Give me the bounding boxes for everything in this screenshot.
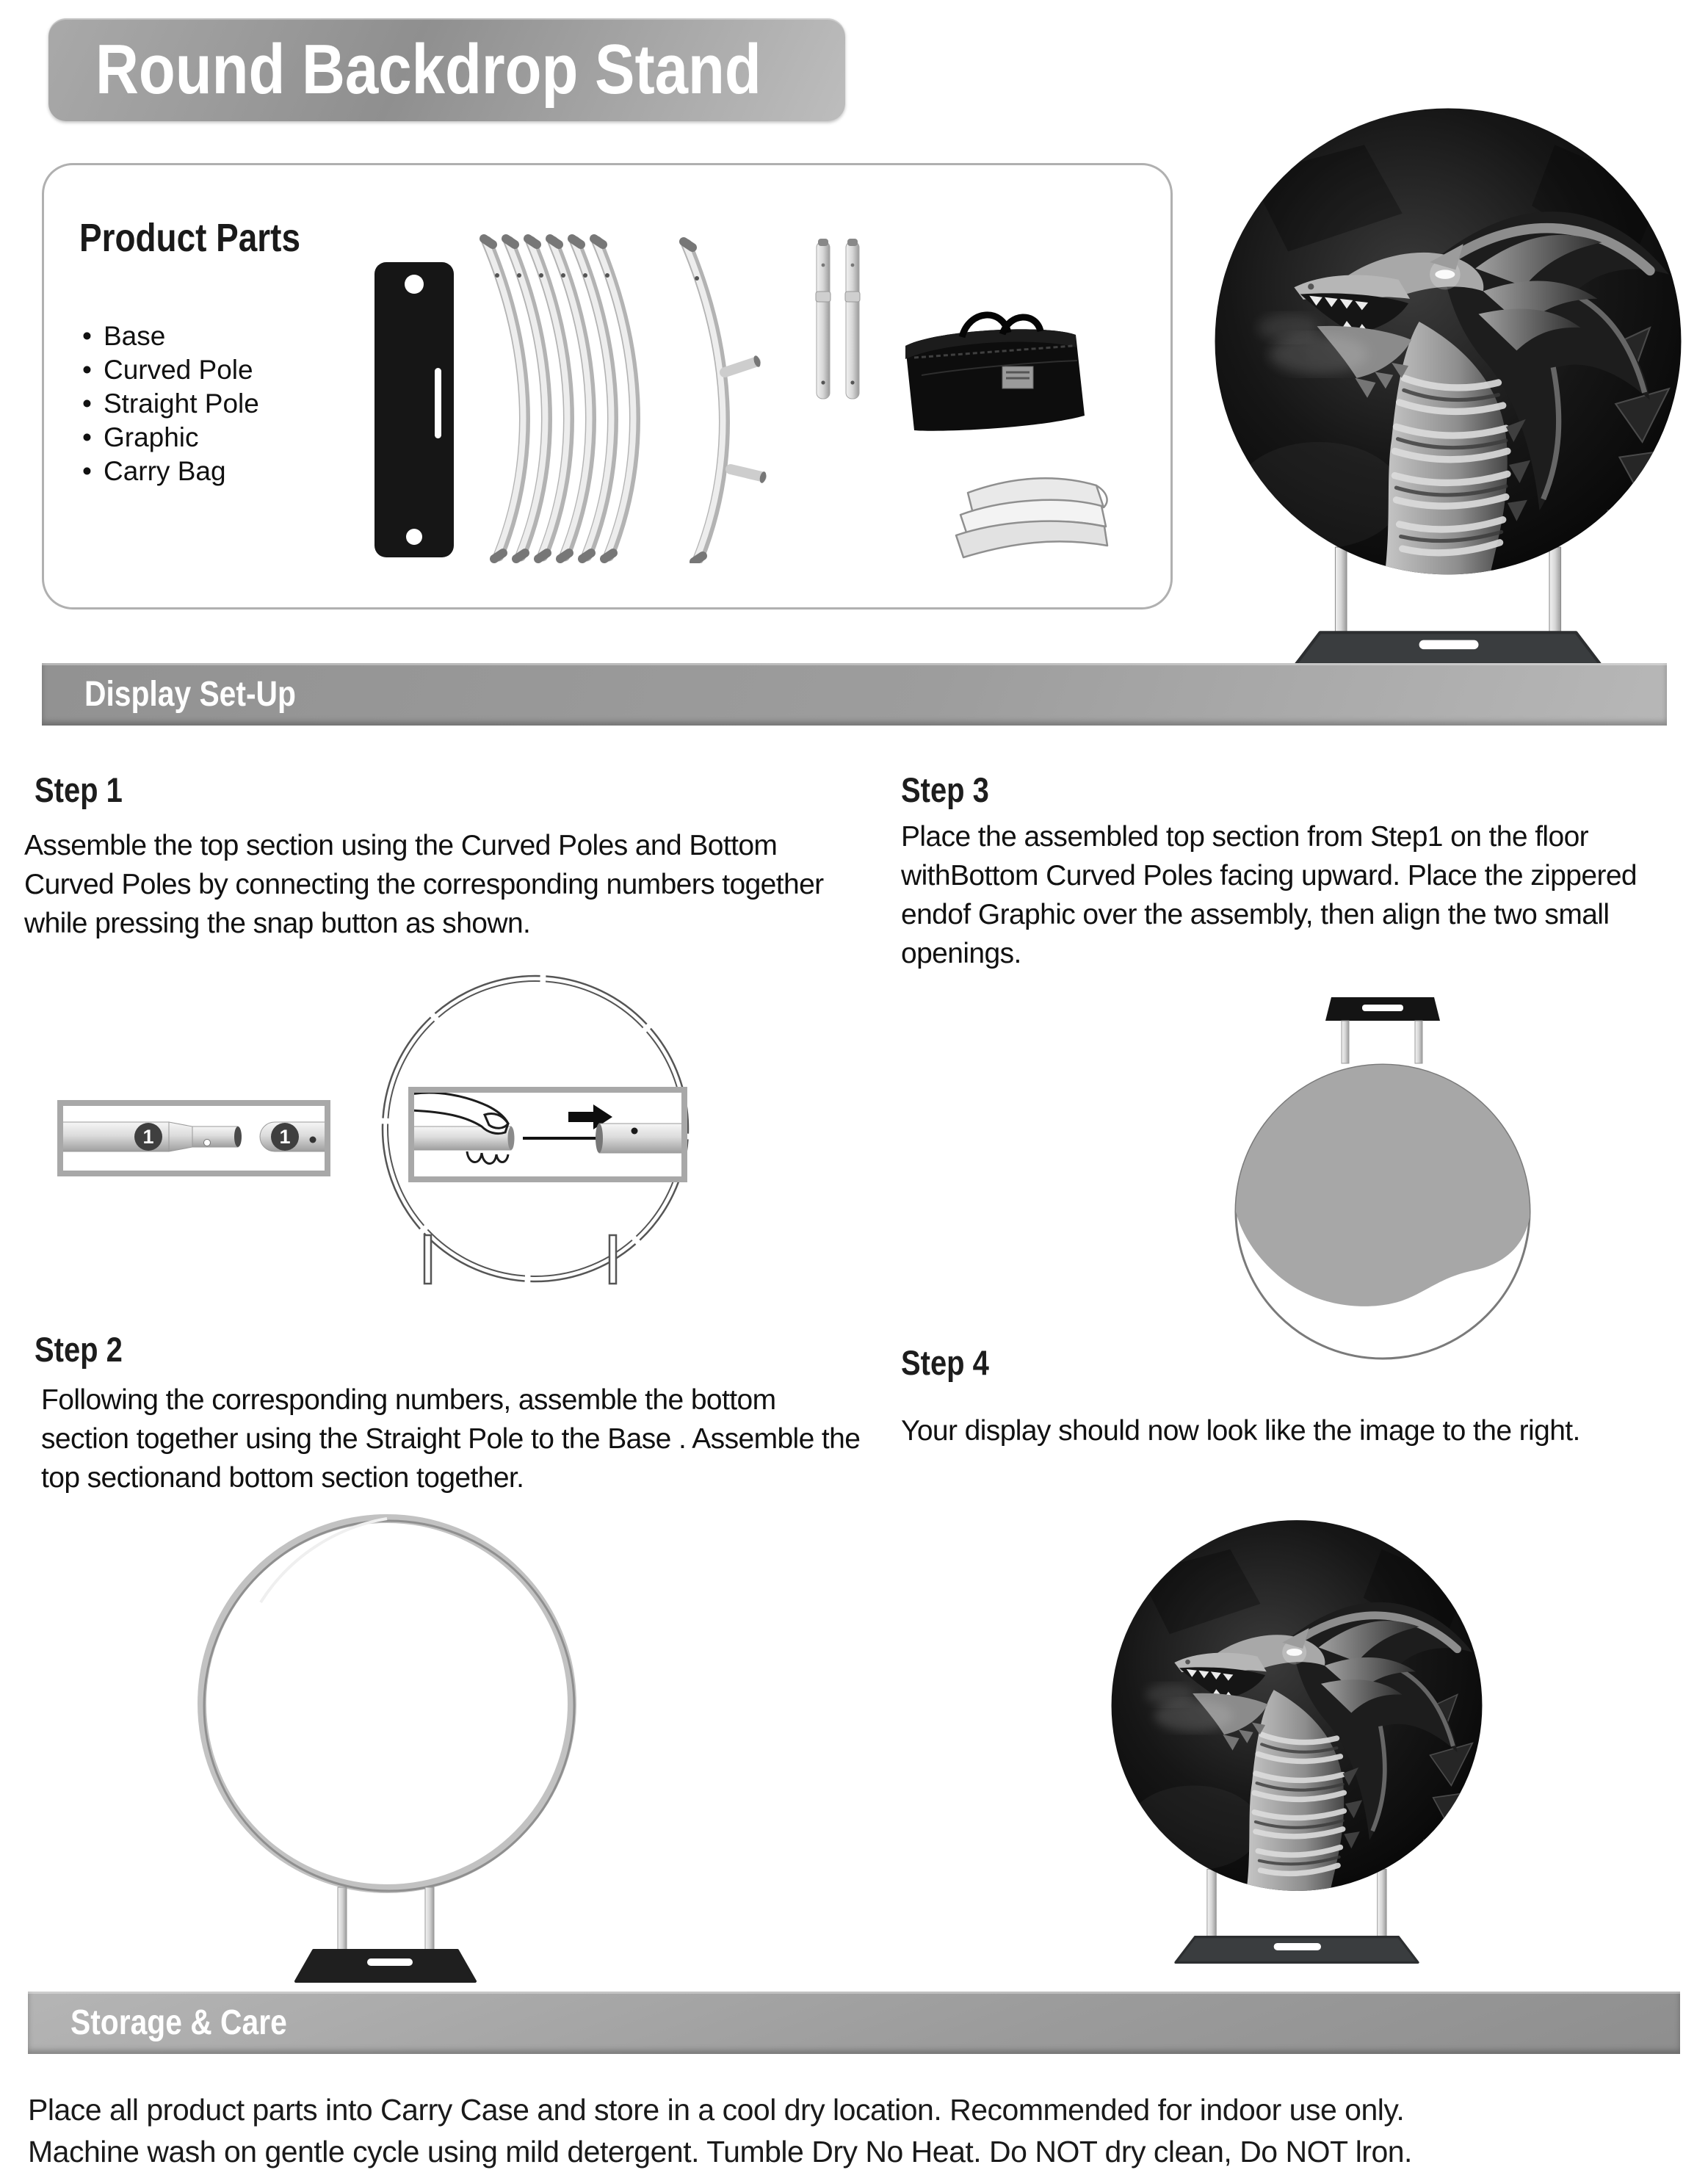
list-item: • Curved Pole: [82, 353, 259, 387]
step4-title: Step 4: [901, 1343, 989, 1382]
title-banner: [48, 18, 845, 121]
curved-poles-illustration: [466, 233, 775, 563]
dragon-display-illustration: [1204, 99, 1692, 667]
pole-connection-diagram: [57, 1100, 330, 1176]
step4-body: Your display should now look like the image to the right.: [901, 1415, 1580, 1447]
setup-section-heading: Display Set-Up: [84, 675, 296, 714]
list-item: • Graphic: [82, 421, 259, 455]
list-item: • Base: [82, 319, 259, 353]
graphic-over-frame-diagram: [1215, 984, 1546, 1362]
step1-title: Step 1: [35, 770, 123, 809]
svg-text:1: 1: [142, 1126, 154, 1148]
svg-text:1: 1: [279, 1126, 291, 1148]
base-plate-illustration: [373, 261, 455, 559]
product-parts-heading: Product Parts: [79, 216, 300, 260]
storage-line-1: Place all product parts into Carry Case and store in a cool dry location. Recommended for indoor use only.: [28, 2093, 1405, 2127]
product-parts-box: [42, 163, 1173, 610]
step3-title: Step 3: [901, 770, 989, 809]
step2-body: Following the corresponding numbers, assemble the bottom section together using the Straight Pole to the Base . Assemble the top sectionand bottom section together.: [41, 1384, 861, 1494]
storage-care-text: [28, 2089, 1695, 2173]
step1-body: Assemble the top section using the Curved Poles and Bottom Curved Poles by connecting the corresponding numbers together while pressing the snap button as shown.: [24, 830, 824, 939]
carry-bag-illustration: [892, 294, 1101, 438]
straight-poles-illustration: [808, 236, 869, 405]
step2-title: Step 2: [35, 1330, 123, 1369]
list-item: • Straight Pole: [82, 387, 259, 421]
storage-section-heading: Storage & Care: [70, 2003, 287, 2042]
assembled-frame-diagram: [187, 1514, 591, 1988]
storage-line-2: Machine wash on gentle cycle using mild detergent. Tumble Dry No Heat. Do NOT dry clean, Do NOT lron.: [28, 2135, 1412, 2169]
page-title: Round Backdrop Stand: [95, 30, 761, 109]
product-parts-list: [82, 319, 259, 488]
storage-section-banner: [28, 1992, 1680, 2054]
dragon-display-illustration: [1103, 1513, 1491, 1964]
step3-body: Place the assembled top section from Step1 on the floor withBottom Curved Poles facing upward. Place the zippered endof Graphic over the assembly, then align the two small openings.: [901, 821, 1638, 969]
snap-button-press-diagram: [408, 1087, 687, 1182]
setup-section-banner: [42, 663, 1667, 726]
list-item: • Carry Bag: [82, 455, 259, 488]
folded-graphic-illustration: [946, 463, 1115, 566]
